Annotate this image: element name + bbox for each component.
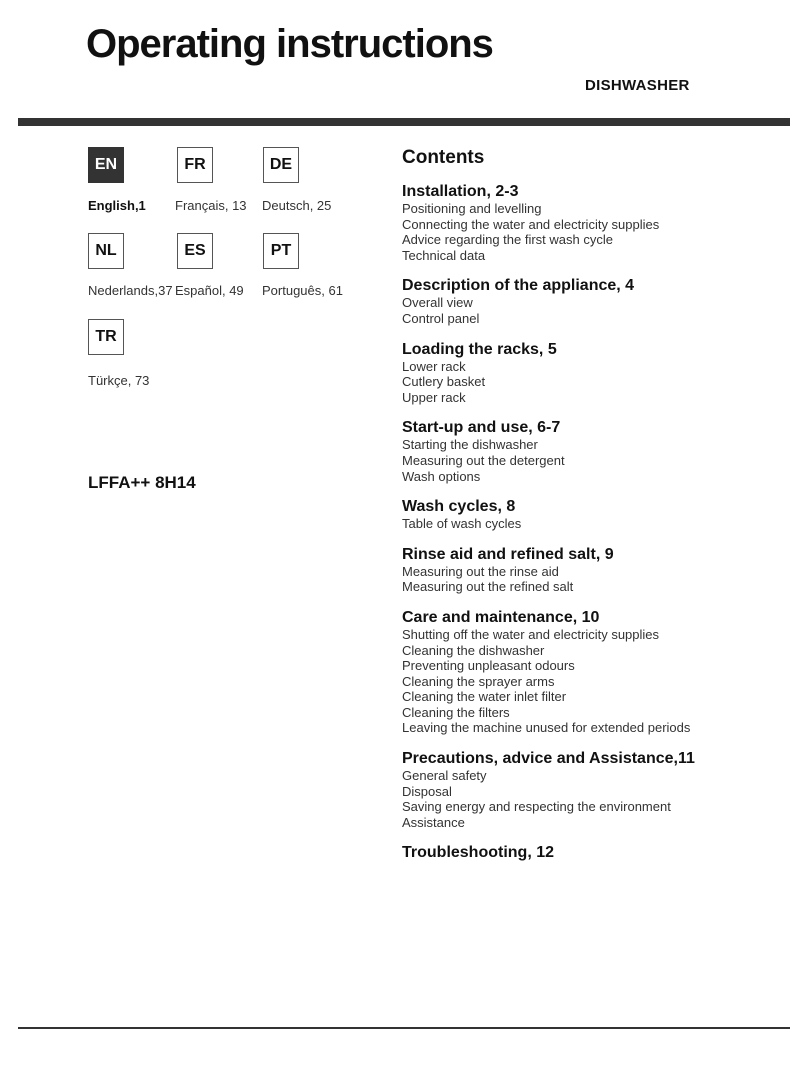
contents-section [402, 546, 792, 595]
language-label-tr: Türkçe, 73 [88, 373, 150, 388]
section-item: Starting the dishwasher [402, 437, 538, 453]
section-item: Cleaning the water inlet filter [402, 689, 567, 705]
section-item: Cutlery basket [402, 374, 486, 390]
language-label-nl: Nederlands,37 [88, 283, 173, 298]
language-button-fr[interactable]: FR [177, 147, 213, 183]
section-item: Control panel [402, 310, 480, 326]
section-item: Disposal [402, 783, 452, 799]
section-heading: Start-up and use, 6-7 [402, 419, 561, 437]
language-button-en[interactable]: EN [88, 147, 124, 183]
section-item: Leaving the machine unused for extended periods [402, 720, 691, 736]
language-label-de: Deutsch, 25 [262, 198, 332, 213]
section-heading: Loading the racks, 5 [402, 340, 557, 358]
section-item: Wash options [402, 468, 481, 484]
section-item: Lower rack [402, 358, 466, 374]
section-item: Saving energy and respecting the environment [402, 799, 671, 815]
section-item: Shutting off the water and electricity supplies [402, 626, 660, 642]
section-item: Upper rack [402, 389, 466, 405]
section-item: Overall view [402, 295, 473, 311]
language-button-es[interactable]: ES [177, 233, 213, 269]
section-heading: Troubleshooting, 12 [402, 844, 555, 862]
section-item: Measuring out the detergent [402, 452, 565, 468]
contents-section [402, 750, 792, 830]
section-heading: Precautions, advice and Assistance,11 [402, 750, 695, 768]
language-label-en: English,1 [88, 198, 146, 213]
contents-section [402, 341, 792, 406]
contents-sections [402, 183, 792, 862]
language-button-tr[interactable]: TR [88, 319, 124, 355]
section-item: Preventing unpleasant odours [402, 658, 575, 674]
section-heading: Wash cycles, 8 [402, 498, 516, 516]
section-item: Cleaning the sprayer arms [402, 673, 555, 689]
contents-section [402, 498, 792, 532]
contents-section [402, 844, 792, 862]
header-divider [18, 118, 790, 126]
contents-section [402, 419, 792, 484]
section-heading: Installation, 2-3 [402, 183, 519, 200]
contents-section [402, 183, 792, 263]
contents-section [402, 277, 792, 326]
section-item: Advice regarding the first wash cycle [402, 232, 613, 248]
section-item: Positioning and levelling [402, 201, 542, 216]
section-item: Cleaning the dishwasher [402, 642, 545, 658]
language-label-es: Español, 49 [175, 283, 244, 298]
section-item: Cleaning the filters [402, 704, 510, 720]
language-label-pt: Português, 61 [262, 283, 343, 298]
section-heading: Description of the appliance, 4 [402, 277, 635, 295]
language-button-pt[interactable]: PT [263, 233, 299, 269]
section-heading: Rinse aid and refined salt, 9 [402, 545, 614, 563]
section-heading: Care and maintenance, 10 [402, 608, 600, 626]
table-of-contents [402, 146, 792, 876]
product-type: DISHWASHER [585, 77, 690, 94]
language-label-fr: Français, 13 [175, 198, 247, 213]
contents-section [402, 609, 792, 736]
section-item: Table of wash cycles [402, 516, 522, 532]
language-button-de[interactable]: DE [263, 147, 299, 183]
footer-divider [18, 1027, 790, 1029]
contents-title: Contents [402, 147, 485, 168]
model-number: LFFA++ 8H14 [88, 473, 196, 492]
page-title: Operating instructions [86, 22, 493, 66]
section-item: Measuring out the rinse aid [402, 563, 559, 579]
section-item: Technical data [402, 247, 486, 263]
section-item: Assistance [402, 814, 465, 830]
section-item: Measuring out the refined salt [402, 579, 574, 595]
section-item: Connecting the water and electricity supplies [402, 216, 660, 232]
section-item: General safety [402, 768, 487, 784]
language-button-nl[interactable]: NL [88, 233, 124, 269]
